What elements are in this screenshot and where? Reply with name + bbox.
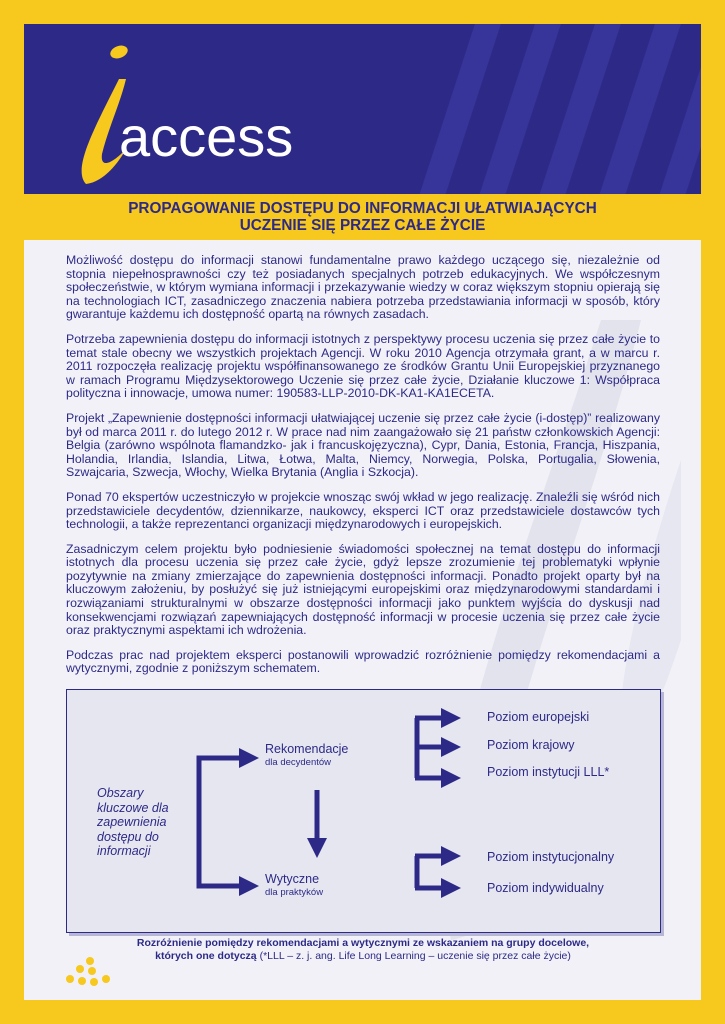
caption-note: (*LLL – z. j. ang. Life Long Learning – uczenie się przez całe życie) xyxy=(256,950,571,962)
level-europejski: Poziom europejski xyxy=(487,710,590,724)
wytyczne-label: Wytyczne xyxy=(265,872,320,886)
paragraph: Projekt „Zapewnienie dostępności informacji ułatwiającej uczenie się przez całe życie (i-dostęp)” realizowany był od marca 2011 r. do lutego 2012 r. W prace nad nim zaangażowało się 21 państw członkowskich Agencji: Belgia (zarówno wspólnota flamandzko- jak i francuskojęzyczna), Cypr, Dania, Estonia, Francja, Hiszpania, Holandia, Irlandia, Islandia, Litwa, Łotwa, Malta, Niemcy, Norwegia, Polska, Portugalia, Słowenia, Szwajcaria, Szwecja, Włochy, Wielka Brytania (Anglia i Szkocja). xyxy=(66,410,660,480)
decorative-dots-icon xyxy=(60,955,120,995)
caption-bold-1: Rozróżnienie pomiędzy rekomendacjami a wytycznymi ze wskazaniem na grupy docelowe, xyxy=(136,937,590,949)
paragraph: Podczas prac nad projektem eksperci postanowili wprowadzić rozróżnienie pomiędzy rekomendacjami a wytycznymi, zgodnie z poniższym schematem. xyxy=(66,647,660,676)
level-krajowy: Poziom krajowy xyxy=(487,738,575,752)
title-line-2: UCZENIE SIĘ PRZEZ CAŁE ŻYCIE xyxy=(239,217,486,234)
paragraph: Ponad 70 ekspertów uczestniczyło w projekcie wnosząc swój wkład w jego realizację. Znaleźli się wśród nich przedstawiciele decydentów, dziennikarze, naukowcy, eksperci ICT oraz przedstawiciele dostawców tych technologii, a także reprezentanci organizacji międzynarodowych i europejskich. xyxy=(66,489,660,532)
title-line-1: PROPAGOWANIE DOSTĘPU DO INFORMACJI UŁATWIAJĄCYCH xyxy=(128,200,597,217)
rekomendacje-label: Rekomendacje xyxy=(265,742,349,756)
level-instytucjonalny: Poziom instytucjonalny xyxy=(487,850,615,864)
scheme-diagram xyxy=(66,689,661,933)
wytyczne-sub: dla praktyków xyxy=(265,887,324,898)
paragraph: Możliwość dostępu do informacji stanowi fundamentalne prawo każdego uczącego się, niezależnie od stopnia niepełnosprawności czy też posiadanych specjalnych potrzeb edukacyjnych. We współczesnym społeczeństwie, w którym wymiana informacji i przekazywanie wiedzy w coraz większym stopniu opierają się na technologiach ICT, zasadniczego znaczenia nabiera potrzeba przedstawiania informacji w sposób, który gwarantuje każdemu ich dostępność opartą na równych zasadach. xyxy=(66,253,660,322)
level-instytucji-lll: Poziom instytucji LLL* xyxy=(487,765,610,779)
iaccess-logo xyxy=(64,34,324,184)
rekomendacje-sub: dla decydentów xyxy=(265,757,332,768)
article-body xyxy=(66,254,660,687)
paragraph: Potrzeba zapewnienia dostępu do informacji istotnych z perspektywy procesu uczenia się przez całe życie to temat stale obecny we wszystkich projektach Agencji. W roku 2010 Agencja otrzymała grant, a w marcu r. 2011 rozpoczęła realizację projektu współfinansowanego ze środków Grantu Unii Europejskiej przyznanego w ramach Programu Międzysektorowego Uczenie się przez całe życie, Działanie kluczowe 1: Współpraca polityczna i innowacje, umowa numer: 190583-LLP-2010-DK-KA1-KA1ECETA. xyxy=(66,331,660,401)
page-title xyxy=(60,200,665,234)
level-indywidualny: Poziom indywidualny xyxy=(487,881,604,895)
header-banner xyxy=(24,24,701,194)
paragraph: Zasadniczym celem projektu było podniesienie świadomości społecznej na temat dostępu do informacji istotnych dla procesu uczenia się przez całe życie, gdyż lepsze zrozumienie tej problematyki wpłynie pozytywnie na zmiany zmierzające do zapewnienia dostępności informacji. Ponadto projekt oparty był na kluczowym założeniu, by posłużyć się już istniejącymi europejskimi oraz międzynarodowymi standardami i rozwiązaniami strukturalnymi w obszarze dostępności informacji jako punktem wyjścia do dyskusji nad konsekwencjami rozwiązań zapewniających dostępność informacji w procesie uczenia się przez całe życie oraz praktycznymi aspektami ich wdrożenia. xyxy=(66,541,660,638)
diagram-caption xyxy=(66,937,660,963)
root-bracket xyxy=(199,758,247,886)
diagram-root-label: Obszary kluczowe dla zapewnienia dostępu do informacji xyxy=(97,786,169,858)
caption-bold-2: których one dotyczą xyxy=(155,950,257,962)
logo-text: access xyxy=(119,105,294,168)
